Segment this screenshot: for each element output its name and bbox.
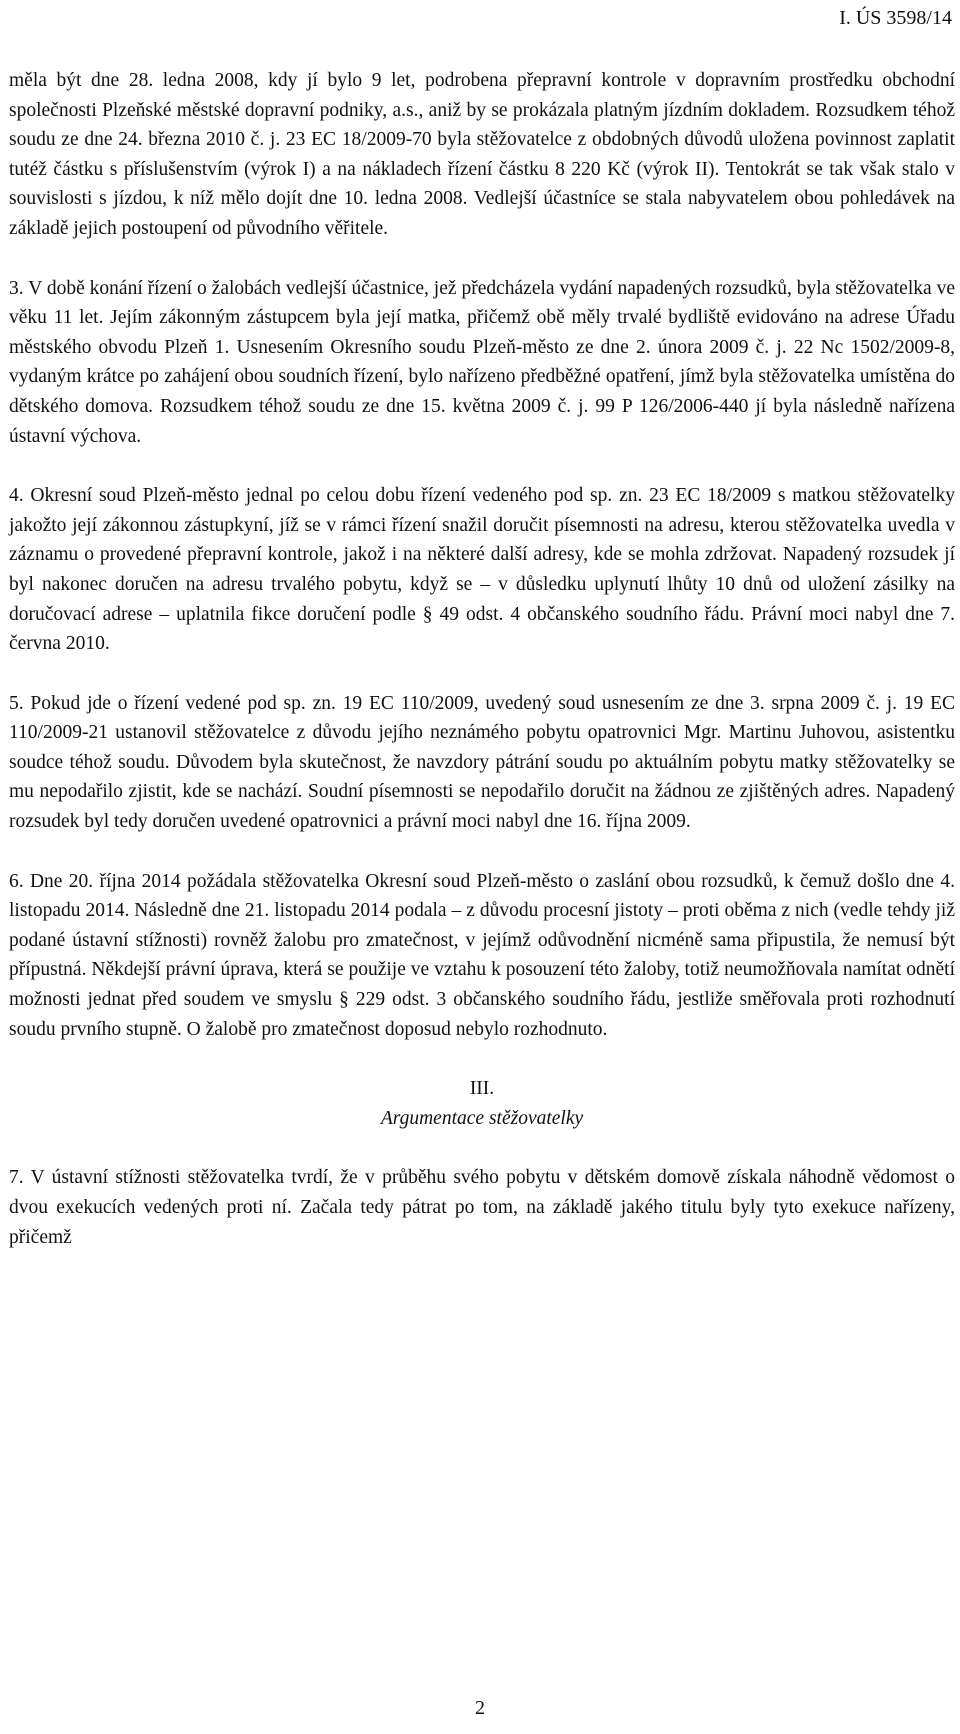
- paragraph-gap: [9, 451, 955, 481]
- paragraph-5: 5. Pokud jde o řízení vedené pod sp. zn. 19 EC 110/2009, uvedený soud usnesením ze dne 3. srpna 2009 č. j. 19 EC 110/2009-21 ustanovil stěžovatelce z důvodu jejího neznámého pobytu opatrovnici Mgr. Martinu Juhovou, asistentku soudce téhož soudu. Důvodem byla skutečnost, že navzdory pátrání soudu po aktuálním pobytu matky stěžovatelky se mu nepodařilo zjistit, kde se nachází. Soudní písemnosti se nepodařilo doručit na žádnou ze zjištěných adres. Napadený rozsudek byl tedy doručen uvedené opatrovnici a právní moci nabyl dne 16. října 2009.: [9, 692, 955, 833]
- paragraph-4: 4. Okresní soud Plzeň-město jednal po celou dobu řízení vedeného pod sp. zn. 23 EC 18/2009 s matkou stěžovatelky jakožto její zákonnou zástupkyní, jíž se v rámci řízení snažil doručit písemnosti na adresu, kterou stěžovatelka uvedla v záznamu o provedené přepravní kontrole, jakož i na některé další adresy, kde se mohla zdržovat. Napadený rozsudek jí byl nakonec doručen na adresu trvalého pobytu, když se – v důsledku uplynutí lhůty 10 dnů od uložení zásilky na doručovací adrese – uplatnila fikce doručení podle § 49 odst. 4 občanského soudního řádu. Právní moci nabyl dne 7. června 2010.: [9, 485, 955, 655]
- section-number: III.: [469, 1078, 495, 1100]
- document-body: [9, 66, 955, 1252]
- section-title: Argumentace stěžovatelky: [380, 1107, 584, 1129]
- case-reference: I. ÚS 3598/14: [839, 7, 952, 29]
- paragraph-intro: měla být dne 28. ledna 2008, kdy jí bylo 9 let, podrobena přepravní kontrole v dopravním prostředku obchodní společnosti Plzeňské městské dopravní podniky, a.s., aniž by se prokázala platným jízdním dokladem. Rozsudkem téhož soudu ze dne 24. března 2010 č. j. 23 EC 18/2009-70 byla stěžovatelce z obdobných důvodů uložena povinnost zaplatit tutéž částku s příslušenstvím (výrok I) a na nákladech řízení částku 8 220 Kč (výrok II). Tentokrát se tak však stalo v souvislosti s jízdou, k níž mělo dojít dne 10. ledna 2008. Vedlejší účastníce se stala nabyvatelem obou pohledávek na základě jejich postoupení od původního věřitele.: [9, 70, 955, 239]
- paragraph-6: 6. Dne 20. října 2014 požádala stěžovatelka Okresní soud Plzeň-město o zaslání obou rozsudků, k čemuž došlo dne 4. listopadu 2014. Následně dne 21. listopadu 2014 podala – z důvodu procesní jistoty – proti oběma z nich (vedle tehdy již podané ústavní stížnosti) rovněž žalobu pro zmatečnost, v jejímž odůvodnění nicméně sama připustila, že nemusí být přípustná. Někdejší právní úprava, která se použije ve vztahu k posouzení této žaloby, totiž neumožňovala namítat odnětí možnosti jednat před soudem ve smyslu § 229 odst. 3 občanského soudního řádu, jestliže směřovala proti rozhodnutí soudu prvního stupně. O žalobě pro zmatečnost doposud nebylo rozhodnuto.: [9, 870, 955, 1040]
- paragraph-3: 3. V době konání řízení o žalobách vedlejší účastnice, jež předcházela vydání napadených rozsudků, byla stěžovatelka ve věku 11 let. Jejím zákonným zástupcem byla její matka, přičemž obě měly trvalé bydliště evidováno na adrese Úřadu městského obvodu Plzeň 1. Usnesením Okresního soudu Plzeň-město ze dne 2. února 2009 č. j. 22 Nc 1502/2009-8, vydaným krátce po zahájení obou soudních řízení, bylo nařízeno předběžné opatření, jímž byla stěžovatelka umístěna do dětského domova. Rozsudkem téhož soudu ze dne 15. května 2009 č. j. 99 P 126/2006-440 jí byla následně nařízena ústavní výchova.: [9, 277, 955, 447]
- page-number: 2: [475, 1697, 485, 1719]
- paragraph-gap: [9, 1133, 955, 1163]
- paragraph-gap: [9, 837, 955, 867]
- paragraph-gap: [9, 1044, 955, 1074]
- paragraph-gap: [9, 244, 955, 274]
- paragraph-gap: [9, 659, 955, 689]
- paragraph-7: 7. V ústavní stížnosti stěžovatelka tvrdí, že v průběhu svého pobytu v dětském domově získala náhodně vědomost o dvou exekucích vedených proti ní. Začala tedy pátrat po tom, na základě jakého titulu byly tyto exekuce nařízeny, přičemž: [9, 1167, 955, 1248]
